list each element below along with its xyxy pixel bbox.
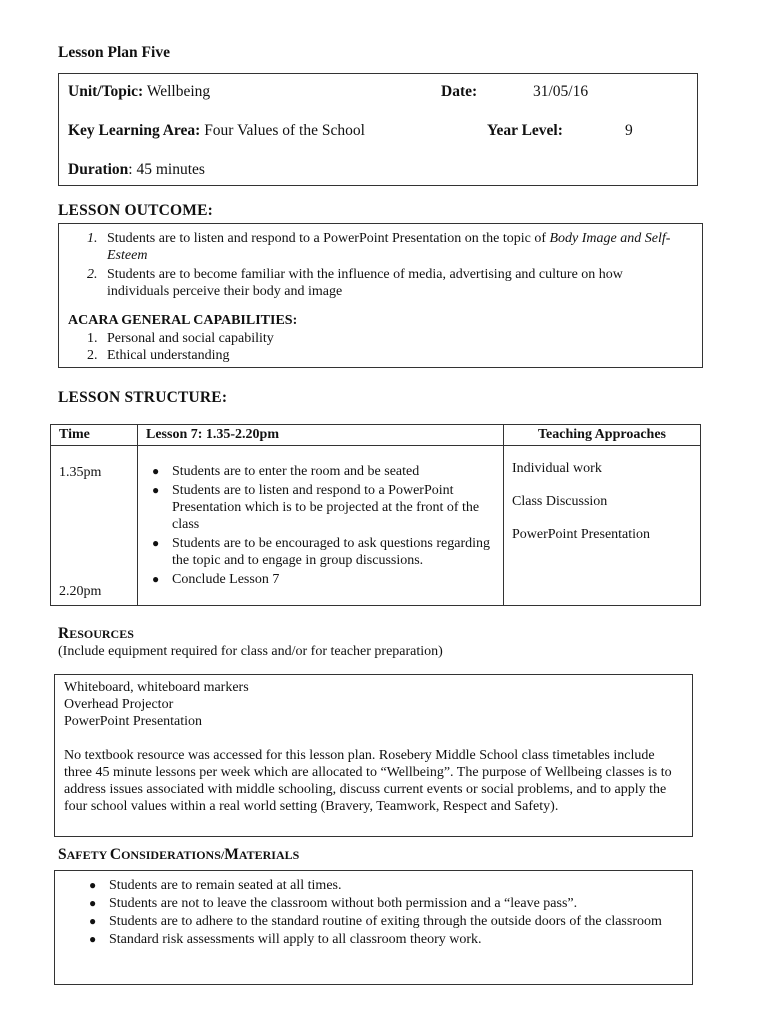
safety-text: Standard risk assessments will apply to all classroom theory work. bbox=[109, 932, 482, 947]
kla-value: Four Values of the School bbox=[204, 122, 365, 139]
safety-heading-part: S bbox=[58, 846, 67, 863]
list-item bbox=[148, 571, 497, 588]
resource-line: Whiteboard, whiteboard markers bbox=[64, 680, 249, 695]
unit-topic bbox=[68, 83, 210, 101]
duration-label: Duration bbox=[68, 161, 129, 178]
acara-heading: ACARA GENERAL CAPABILITIES: bbox=[68, 313, 298, 328]
acara-number: 1. bbox=[87, 331, 98, 346]
list-item bbox=[148, 535, 497, 569]
time-end: 2.20pm bbox=[59, 584, 102, 599]
outcome-item bbox=[59, 266, 687, 300]
safety-heading bbox=[58, 846, 299, 864]
list-item bbox=[148, 482, 497, 533]
lesson-steps-list bbox=[148, 463, 497, 588]
list-item bbox=[85, 931, 685, 948]
safety-text: Students are not to leave the classroom without both permission and a “leave pass”. bbox=[109, 896, 578, 911]
outcome-number: 1. bbox=[87, 231, 98, 246]
lesson-structure-heading: LESSON STRUCTURE: bbox=[58, 389, 228, 406]
resources-box bbox=[54, 674, 693, 837]
approaches-cell bbox=[504, 446, 701, 606]
resources-paragraph: No textbook resource was accessed for this lesson plan. Rosebery Middle School class timetables include three 45 minute lessons per week which are allocated to “Wellbeing”. The purpose of Wellbeing classes is to address issues associated with middle schooling, discuss current events or social problems, and to apply the four school values within a real world setting (Bravery, Teamwork, Respect and Safety). bbox=[64, 748, 672, 814]
approaches-header: Teaching Approaches bbox=[504, 425, 701, 446]
unit-label: Unit/Topic: bbox=[68, 83, 144, 100]
bullet-icon: ● bbox=[152, 483, 160, 497]
resources-subtitle: (Include equipment required for class and/or for teacher preparation) bbox=[58, 644, 443, 659]
page-title: Lesson Plan Five bbox=[58, 44, 170, 61]
resources-heading bbox=[58, 625, 134, 643]
kla-label: Key Learning Area: bbox=[68, 122, 201, 139]
duration-value: : 45 minutes bbox=[128, 161, 205, 178]
resource-line: Overhead Projector bbox=[64, 697, 174, 712]
bullet-icon: ● bbox=[89, 878, 97, 892]
step-text: Students are to listen and respond to a PowerPoint Presentation which is to be projected at the front of the class bbox=[172, 483, 480, 532]
time-cell bbox=[51, 446, 138, 606]
list-item bbox=[85, 895, 685, 912]
lesson-info-box bbox=[58, 73, 698, 186]
step-text: Students are to enter the room and be seated bbox=[172, 464, 420, 479]
bullet-icon: ● bbox=[152, 572, 160, 586]
lesson-header: Lesson 7: 1.35-2.20pm bbox=[138, 425, 504, 446]
bullet-icon: ● bbox=[89, 914, 97, 928]
acara-item bbox=[59, 347, 687, 364]
outcome-text: Students are to become familiar with the influence of media, advertising and culture on how individuals perceive their body and image bbox=[107, 267, 623, 299]
resources-content bbox=[64, 679, 684, 815]
safety-list bbox=[85, 877, 685, 948]
table-row bbox=[51, 446, 701, 606]
approach-item: Individual work bbox=[512, 461, 602, 476]
year-level-label: Year Level: bbox=[487, 122, 563, 139]
bullet-icon: ● bbox=[152, 464, 160, 478]
outcome-list bbox=[59, 230, 687, 300]
resource-line: PowerPoint Presentation bbox=[64, 714, 203, 729]
date-label: Date: bbox=[441, 83, 478, 100]
duration bbox=[68, 161, 205, 179]
bullet-icon: ● bbox=[89, 896, 97, 910]
lesson-outcome-box bbox=[58, 223, 703, 368]
resources-heading-initial: R bbox=[58, 625, 70, 642]
table-header-row bbox=[51, 425, 701, 446]
key-learning-area bbox=[68, 122, 365, 140]
safety-heading-part: M bbox=[224, 846, 239, 863]
resources-heading-rest: ESOURCES bbox=[69, 627, 134, 641]
safety-box bbox=[54, 870, 693, 985]
safety-text: Students are to remain seated at all times. bbox=[109, 878, 342, 893]
safety-text: Students are to adhere to the standard routine of exiting through the outside doors of the classroom bbox=[109, 914, 662, 929]
lesson-structure-table bbox=[50, 424, 701, 606]
lesson-steps-cell bbox=[138, 446, 504, 606]
time-header: Time bbox=[51, 425, 138, 446]
list-item bbox=[85, 877, 685, 894]
unit-value: Wellbeing bbox=[146, 83, 211, 100]
step-text: Students are to be encouraged to ask questions regarding the topic and to engage in group discussions. bbox=[172, 536, 491, 568]
acara-list bbox=[59, 330, 687, 364]
safety-heading-part: AFETY bbox=[66, 848, 110, 862]
bullet-icon: ● bbox=[89, 932, 97, 946]
outcome-item bbox=[59, 230, 687, 264]
approach-item: Class Discussion bbox=[512, 494, 608, 509]
approach-item: PowerPoint Presentation bbox=[512, 527, 651, 542]
safety-heading-part: ONSIDERATIONS/ bbox=[121, 848, 225, 862]
outcome-number: 2. bbox=[87, 267, 98, 282]
outcome-topic: Body Image and Self-Esteem bbox=[107, 231, 671, 263]
acara-text: Personal and social capability bbox=[107, 331, 274, 346]
list-item bbox=[148, 463, 497, 480]
lesson-outcome-heading: LESSON OUTCOME: bbox=[58, 202, 214, 219]
date-value: 31/05/16 bbox=[533, 83, 589, 100]
safety-heading-part: C bbox=[109, 846, 122, 863]
acara-number: 2. bbox=[87, 348, 98, 363]
acara-item bbox=[59, 330, 687, 347]
list-item bbox=[85, 913, 685, 930]
bullet-icon: ● bbox=[152, 536, 160, 550]
safety-heading-part: ATERIALS bbox=[238, 848, 300, 862]
time-start: 1.35pm bbox=[59, 465, 102, 480]
acara-text: Ethical understanding bbox=[107, 348, 230, 363]
outcome-text: Students are to listen and respond to a PowerPoint Presentation on the topic of bbox=[107, 231, 550, 246]
step-text: Conclude Lesson 7 bbox=[172, 572, 280, 587]
year-level-value: 9 bbox=[625, 122, 633, 139]
